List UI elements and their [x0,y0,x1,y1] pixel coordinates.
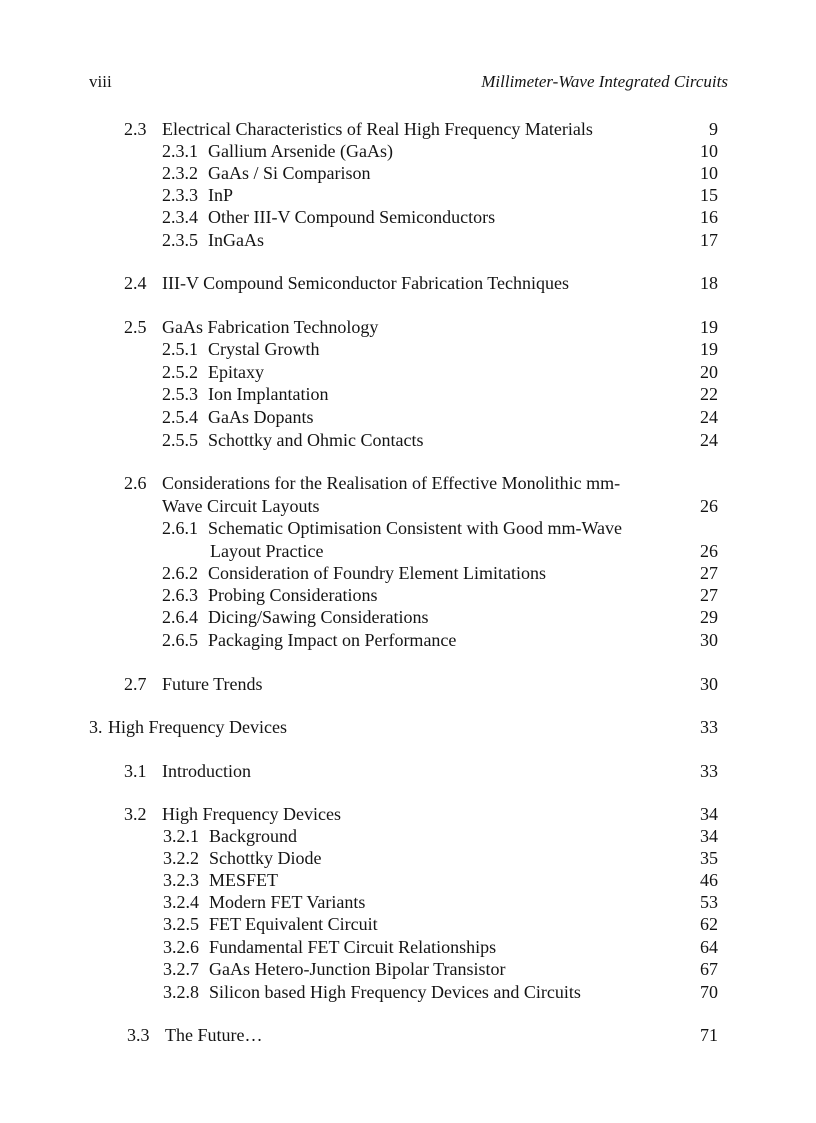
toc-entry-page: 67 [700,959,718,979]
toc-entry-number: 3.2.7 [163,959,199,979]
toc-entry-page: 27 [700,563,718,583]
toc-entry-page: 27 [700,585,718,605]
toc-entry-number: 2.6 [124,473,147,493]
toc-entry-number: 3. [89,717,103,737]
toc-entry-number: 3.2.4 [163,892,199,912]
toc-entry-page: 17 [700,230,718,250]
toc-entry-title: Considerations for the Realisation of Effective Monolithic mm- [162,473,621,493]
toc-entry-number: 2.5.4 [162,407,198,427]
toc-entry-page: 20 [700,362,718,382]
toc-entry-title: The Future… [165,1025,263,1045]
toc-entry-title: GaAs Hetero-Junction Bipolar Transistor [209,959,506,979]
toc-entry-page: 33 [700,717,718,737]
toc-entry-page: 33 [700,761,718,781]
toc-entry-number: 2.6.4 [162,607,198,627]
toc-entry-page: 46 [700,870,718,890]
toc-entry-number: 2.3 [124,119,147,139]
toc-entry-number: 2.3.2 [162,163,198,183]
toc-entry-number: 2.4 [124,273,147,293]
toc-entry-page: 70 [700,982,718,1002]
toc-entry-title: FET Equivalent Circuit [209,914,378,934]
toc-entry-page: 35 [700,848,718,868]
toc-entry-page: 22 [700,384,718,404]
toc-entry-page: 71 [700,1025,718,1045]
toc-entry-title: Ion Implantation [208,384,329,404]
toc-entry-title: Modern FET Variants [209,892,366,912]
toc-entry-title: III-V Compound Semiconductor Fabrication Techniques [162,273,569,293]
toc-entry-title: Epitaxy [208,362,264,382]
toc-entry-page: 19 [700,317,718,337]
toc-entry-page: 16 [700,207,718,227]
toc-entry-number: 2.3.4 [162,207,198,227]
toc-entry-title: Other III-V Compound Semiconductors [208,207,496,227]
toc-entry-title: Electrical Characteristics of Real High Frequency Materials [162,119,593,139]
toc-entry-page: 10 [700,141,718,161]
toc-entry-page: 24 [700,430,718,450]
toc-entry-title: Layout Practice [210,541,324,561]
toc-entry-page: 62 [700,914,718,934]
toc-entry-page: 29 [700,607,718,627]
toc-entry-page: 19 [700,339,718,359]
toc-entry-page: 34 [700,826,718,846]
toc-entry-title: Probing Considerations [208,585,378,605]
toc-entry-page: 26 [700,541,718,561]
toc-entry-number: 3.2.1 [163,826,199,846]
toc-entry-number: 3.2.3 [163,870,199,890]
toc-entry-title: MESFET [209,870,279,890]
toc-entry-title: High Frequency Devices [162,804,341,824]
toc-entry-number: 3.2.2 [163,848,199,868]
toc-entry-title: Consideration of Foundry Element Limitations [208,563,546,583]
toc-entry-title: Schottky Diode [209,848,322,868]
toc-entry-page: 34 [700,804,718,824]
toc-entry-title: GaAs Dopants [208,407,314,427]
toc-entry-number: 2.6.2 [162,563,198,583]
toc-entry-page: 53 [700,892,718,912]
toc-entry-page: 18 [700,273,718,293]
toc-entry-title: GaAs / Si Comparison [208,163,371,183]
toc-entry-page: 9 [709,119,718,139]
toc-entry-number: 3.2.8 [163,982,199,1002]
toc-entry-page: 10 [700,163,718,183]
toc-entry-page: 15 [700,185,718,205]
toc-entry-page: 26 [700,496,718,516]
toc-entry-title: Schematic Optimisation Consistent with Good mm-Wave [208,518,622,538]
page-number: viii [89,72,112,91]
toc-entry-number: 3.2 [124,804,147,824]
toc-entry-title: Wave Circuit Layouts [162,496,320,516]
toc-entry-title: Background [209,826,297,846]
toc-entry-number: 3.1 [124,761,147,781]
toc-entry-number: 3.2.6 [163,937,199,957]
toc-entry-title: InP [208,185,234,205]
toc-entry-title: Silicon based High Frequency Devices and Circuits [209,982,581,1002]
toc-entry-title: InGaAs [208,230,264,250]
toc-entry-title: Gallium Arsenide (GaAs) [208,141,393,161]
toc-entry-number: 2.3.1 [162,141,198,161]
toc-entry-title: Crystal Growth [208,339,320,359]
toc-entry-title: Introduction [162,761,251,781]
toc-entry-page: 24 [700,407,718,427]
toc-entry-number: 2.5.5 [162,430,198,450]
toc-entry-number: 2.5.1 [162,339,198,359]
toc-entry-number: 2.7 [124,674,147,694]
toc-entry-number: 3.3 [127,1025,150,1045]
toc-entry-number: 3.2.5 [163,914,199,934]
toc-entry-number: 2.6.5 [162,630,198,650]
toc-entry-number: 2.3.3 [162,185,198,205]
toc-entry-number: 2.6.1 [162,518,198,538]
toc-entry-page: 30 [700,630,718,650]
toc-entry-title: GaAs Fabrication Technology [162,317,379,337]
toc-entry-title: Packaging Impact on Performance [208,630,457,650]
toc-entry-title: Fundamental FET Circuit Relationships [209,937,497,957]
toc-entry-title: Future Trends [162,674,263,694]
toc-entry-number: 2.5 [124,317,147,337]
toc-entry-title: Schottky and Ohmic Contacts [208,430,424,450]
toc-entry-number: 2.3.5 [162,230,198,250]
toc-entry-number: 2.6.3 [162,585,198,605]
toc-entry-page: 64 [700,937,718,957]
toc-entry-page: 30 [700,674,718,694]
toc-entry-number: 2.5.2 [162,362,198,382]
toc-entry-title: Dicing/Sawing Considerations [208,607,429,627]
toc-entry-title: High Frequency Devices [108,717,287,737]
running-title: Millimeter-Wave Integrated Circuits [481,72,728,91]
toc-entry-number: 2.5.3 [162,384,198,404]
